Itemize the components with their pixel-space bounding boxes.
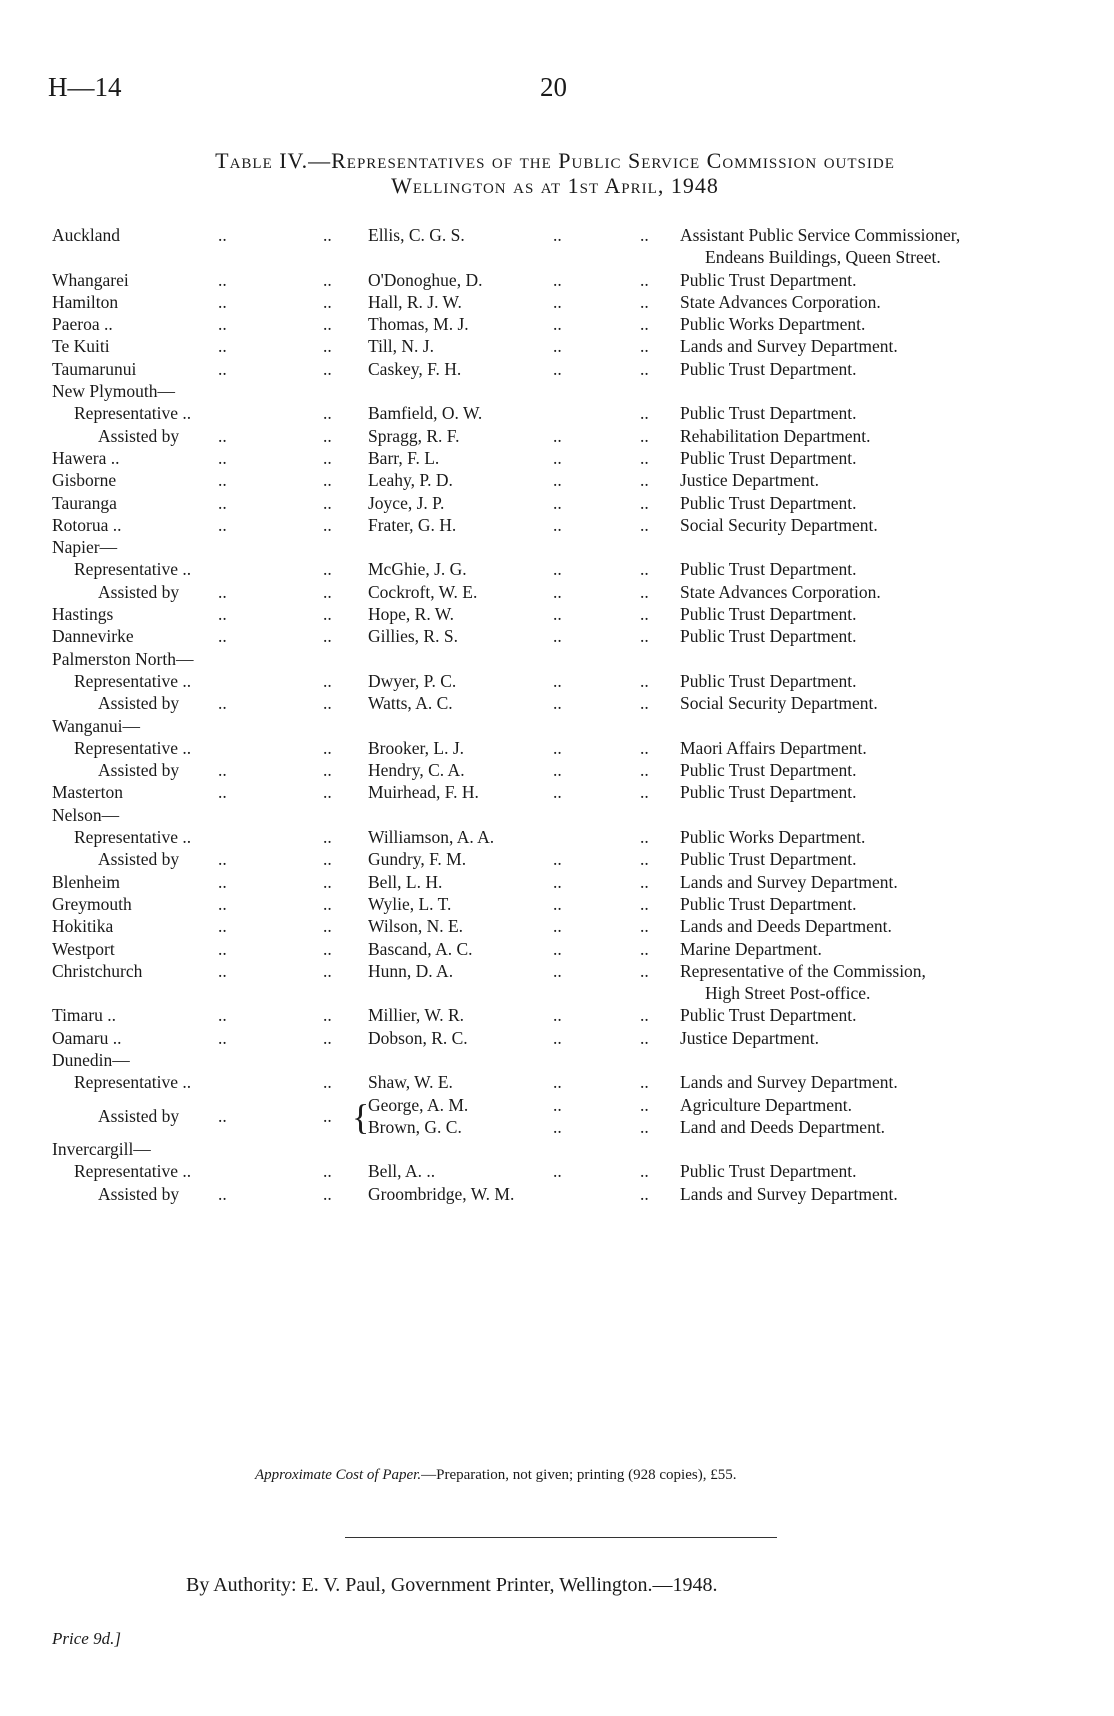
- table-row: Dannevirke .. .. Gillies, R. S. .. .. Public Trust Department.: [52, 626, 857, 647]
- department-cell: Public Trust Department.: [680, 1161, 857, 1182]
- department-cell: Lands and Survey Department.: [680, 1183, 898, 1204]
- document-reference: H—14: [48, 72, 122, 102]
- department-cell: Endeans Buildings, Queen Street.: [705, 247, 941, 268]
- name-cell: Bamfield, O. W.: [368, 403, 483, 424]
- department-cell: Justice Department.: [680, 1027, 819, 1048]
- place-cell: Rotorua ..: [52, 514, 122, 535]
- cost-text: —Preparation, not given; printing (928 copies), £55.: [421, 1467, 737, 1483]
- brace-icon: {: [352, 1096, 370, 1137]
- place-cell: Hastings: [52, 604, 114, 625]
- place-cell: Hokitika: [52, 916, 114, 937]
- department-cell: Social Security Department.: [680, 693, 878, 714]
- name-cell: Ellis, C. G. S.: [368, 225, 465, 245]
- name-cell: Wilson, N. E.: [368, 916, 464, 937]
- table-row-group: Assisted by .. .. { George, A. M. .. .. Agriculture Department. Brown, G. C. .. .. Land and Deeds Department.: [0, 1095, 1114, 1140]
- name-cell: Cockroft, W. E.: [368, 581, 478, 602]
- page-header: [48, 72, 1048, 112]
- table-row: Paeroa .. .. .. Thomas, M. J. .. .. Public Works Department.: [52, 314, 866, 335]
- name-cell: Hendry, C. A.: [368, 760, 465, 781]
- name-cell: Watts, A. C.: [368, 693, 453, 714]
- department-cell: Public Trust Department.: [680, 358, 857, 379]
- name-cell: Hunn, D. A.: [368, 960, 454, 981]
- table-row: Taumarunui .. .. Caskey, F. H. .. .. Public Trust Department.: [52, 358, 857, 379]
- name-cell: Brown, G. C.: [368, 1116, 462, 1137]
- place-cell: Hawera ..: [52, 447, 120, 468]
- table-title-line-1: Table IV.—Representatives of the Public Service Commission outside: [215, 148, 895, 173]
- table-row: Brown, G. C. .. .. Land and Deeds Department.: [368, 1116, 886, 1137]
- table-row: Representative .. .. Dwyer, P. C. .. .. Public Trust Department.: [74, 670, 857, 691]
- department-cell: Public Works Department.: [680, 314, 866, 335]
- name-cell: Dwyer, P. C.: [368, 670, 457, 691]
- table-row: Timaru .. .. .. Millier, W. R. .. .. Public Trust Department.: [52, 1005, 857, 1026]
- group-heading-row: [0, 716, 1114, 738]
- table-row: Te Kuiti .. .. Till, N. J. .. .. Lands and Survey Department.: [52, 336, 898, 357]
- place-cell: Napier—: [52, 537, 118, 558]
- department-cell: Public Trust Department.: [680, 782, 857, 803]
- table-row-continuation: [0, 983, 1114, 1005]
- name-cell: Spragg, R. F.: [368, 425, 460, 446]
- table-row: Gisborne .. .. Leahy, P. D. .. .. Justice Department.: [52, 470, 819, 491]
- role-cell: Assisted by: [98, 1183, 180, 1204]
- place-cell: Palmerston North—: [52, 648, 194, 669]
- table-row: Whangarei .. .. O'Donoghue, D. .. .. Public Trust Department.: [52, 269, 857, 290]
- department-cell: Rehabilitation Department.: [680, 425, 871, 446]
- place-cell: Dunedin—: [52, 1049, 130, 1070]
- name-cell: Muirhead, F. H.: [368, 782, 479, 803]
- table-row: Representative .. .. McGhie, J. G. .. .. Public Trust Department.: [74, 559, 857, 580]
- department-cell: High Street Post-office.: [705, 983, 871, 1004]
- name-cell: McGhie, J. G.: [368, 559, 467, 580]
- table-row: Auckland .. .. Ellis, C. G. S. .. .. Assistant Public Service Commissioner,: [52, 225, 961, 245]
- divider-rule: [345, 1537, 777, 1538]
- table-row: Hawera .. .. .. Barr, F. L. .. .. Public Trust Department.: [52, 447, 857, 468]
- name-cell: Bascand, A. C.: [368, 938, 473, 959]
- name-cell: Brooker, L. J.: [368, 737, 465, 758]
- place-cell: Te Kuiti: [52, 336, 110, 357]
- name-cell: Barr, F. L.: [368, 447, 440, 468]
- department-cell: Land and Deeds Department.: [680, 1116, 886, 1137]
- role-cell: Assisted by: [98, 693, 180, 714]
- name-cell: Joyce, J. P.: [368, 492, 445, 513]
- group-heading-row: [0, 537, 1114, 559]
- department-cell: Marine Department.: [680, 938, 822, 959]
- printer-authority-line: By Authority: E. V. Paul, Government Printer, Wellington.—1948.: [186, 1574, 718, 1596]
- department-cell: Lands and Survey Department.: [680, 1072, 898, 1093]
- name-cell: George, A. M.: [368, 1094, 469, 1115]
- page-number: 20: [540, 72, 567, 102]
- department-cell: Public Trust Department.: [680, 604, 857, 625]
- name-cell: Bell, L. H.: [368, 871, 443, 892]
- table-row: Assisted by .. .. Watts, A. C. .. .. Social Security Department.: [98, 693, 878, 714]
- table-row: Hamilton .. .. Hall, R. J. W. .. .. State Advances Corporation.: [52, 291, 881, 312]
- name-cell: Thomas, M. J.: [368, 314, 469, 335]
- table-row-continuation: [0, 247, 1114, 269]
- department-cell: Public Trust Department.: [680, 1005, 857, 1026]
- table-row: Christchurch .. .. Hunn, D. A. .. .. Representative of the Commission,: [52, 960, 926, 981]
- role-cell: Representative ..: [74, 559, 192, 580]
- place-cell: Taumarunui: [52, 358, 137, 379]
- role-cell: Assisted by: [98, 849, 180, 870]
- department-cell: Public Trust Department.: [680, 849, 857, 870]
- role-cell: Representative ..: [74, 403, 192, 424]
- department-cell: Maori Affairs Department.: [680, 737, 867, 758]
- table-row: Blenheim .. .. Bell, L. H. .. .. Lands and Survey Department.: [52, 871, 898, 892]
- department-cell: Assistant Public Service Commissioner,: [680, 225, 961, 245]
- name-cell: Groombridge, W. M.: [368, 1183, 515, 1204]
- name-cell: Hall, R. J. W.: [368, 291, 462, 312]
- table-row: Westport .. .. Bascand, A. C. .. .. Marine Department.: [52, 938, 822, 959]
- role-cell: Assisted by: [98, 1105, 180, 1126]
- group-heading-row: [0, 381, 1114, 403]
- table-row: Representative .. .. Shaw, W. E. .. .. Lands and Survey Department.: [74, 1072, 898, 1093]
- department-cell: Social Security Department.: [680, 514, 878, 535]
- place-cell: Masterton: [52, 782, 123, 803]
- name-cell: Bell, A. ..: [368, 1161, 436, 1182]
- department-cell: Public Trust Department.: [680, 447, 857, 468]
- name-cell: Leahy, P. D.: [368, 470, 453, 491]
- name-cell: Shaw, W. E.: [368, 1072, 453, 1093]
- price-note: Price 9d.]: [52, 1629, 121, 1648]
- place-cell: Blenheim: [52, 871, 121, 892]
- place-cell: Christchurch: [52, 960, 143, 981]
- place-cell: Tauranga: [52, 492, 117, 513]
- table-row: George, A. M. .. .. Agriculture Department.: [368, 1094, 853, 1115]
- table-row: Hokitika .. .. Wilson, N. E. .. .. Lands and Deeds Department.: [52, 916, 892, 937]
- department-cell: Public Trust Department.: [680, 403, 857, 424]
- department-cell: Public Trust Department.: [680, 893, 857, 914]
- department-cell: Public Trust Department.: [680, 269, 857, 290]
- place-cell: Wanganui—: [52, 715, 141, 736]
- table-row: Greymouth .. .. Wylie, L. T. .. .. Public Trust Department.: [52, 893, 857, 914]
- table-row: Oamaru .. .. .. Dobson, R. C. .. .. Justice Department.: [52, 1027, 819, 1048]
- table-title-line-2: Wellington as at 1st April, 1948: [391, 173, 719, 198]
- name-cell: Caskey, F. H.: [368, 358, 462, 379]
- table-row: Assisted by .. .. Cockroft, W. E. .. .. State Advances Corporation.: [98, 581, 881, 602]
- department-cell: State Advances Corporation.: [680, 291, 881, 312]
- table-title: [60, 148, 1050, 198]
- group-heading-row: [0, 1139, 1114, 1161]
- place-cell: Gisborne: [52, 470, 117, 491]
- table-row: Assisted by .. .. Hendry, C. A. .. .. Public Trust Department.: [98, 760, 857, 781]
- name-cell: Wylie, L. T.: [368, 893, 452, 914]
- role-cell: Representative ..: [74, 827, 192, 848]
- name-cell: O'Donoghue, D.: [368, 269, 483, 290]
- department-cell: Public Trust Department.: [680, 626, 857, 647]
- name-cell: Frater, G. H.: [368, 514, 457, 535]
- name-cell: Dobson, R. C.: [368, 1027, 468, 1048]
- role-cell: Representative ..: [74, 737, 192, 758]
- group-heading-row: [0, 805, 1114, 827]
- table-row: Tauranga .. .. Joyce, J. P. .. .. Public Trust Department.: [52, 492, 857, 513]
- role-cell: Representative ..: [74, 1072, 192, 1093]
- department-cell: Representative of the Commission,: [680, 960, 926, 981]
- name-cell: Millier, W. R.: [368, 1005, 465, 1026]
- department-cell: Agriculture Department.: [680, 1094, 853, 1115]
- name-cell: Williamson, A. A.: [368, 827, 495, 848]
- table-row: Masterton .. .. Muirhead, F. H. .. .. Public Trust Department.: [52, 782, 857, 803]
- place-cell: Westport: [52, 938, 115, 959]
- table-row: Assisted by .. .. Groombridge, W. M. .. Lands and Survey Department.: [98, 1183, 898, 1204]
- representatives-table: [0, 225, 1114, 1206]
- role-cell: Assisted by: [98, 581, 180, 602]
- table-row: Representative .. .. Brooker, L. J. .. .. Maori Affairs Department.: [74, 737, 867, 758]
- name-cell: Gillies, R. S.: [368, 626, 458, 647]
- place-cell: Greymouth: [52, 893, 132, 914]
- place-cell: New Plymouth—: [52, 381, 175, 402]
- place-cell: Invercargill—: [52, 1139, 151, 1160]
- department-cell: State Advances Corporation.: [680, 581, 881, 602]
- place-cell: Oamaru ..: [52, 1027, 122, 1048]
- table-row: Assisted by .. .. Spragg, R. F. .. .. Rehabilitation Department.: [98, 425, 871, 446]
- role-cell: Representative ..: [74, 1161, 192, 1182]
- group-heading-row: [0, 1050, 1114, 1072]
- cost-label: Approximate Cost of Paper.: [255, 1467, 422, 1483]
- department-cell: Public Trust Department.: [680, 559, 857, 580]
- group-heading-row: [0, 649, 1114, 671]
- place-cell: Hamilton: [52, 291, 119, 312]
- place-cell: Paeroa ..: [52, 314, 113, 335]
- table-row: Assisted by .. .. Gundry, F. M. .. .. Public Trust Department.: [98, 849, 857, 870]
- role-cell: Representative ..: [74, 670, 192, 691]
- name-cell: Gundry, F. M.: [368, 849, 467, 870]
- table-row: Representative .. .. Williamson, A. A. .. Public Works Department.: [74, 827, 866, 848]
- name-cell: Till, N. J.: [368, 336, 434, 357]
- role-cell: Assisted by: [98, 760, 180, 781]
- table-row: Hastings .. .. Hope, R. W. .. .. Public Trust Department.: [52, 604, 857, 625]
- place-cell: Auckland: [52, 225, 121, 245]
- table-row: Representative .. .. Bell, A. .. .. .. Public Trust Department.: [74, 1161, 857, 1182]
- department-cell: Lands and Deeds Department.: [680, 916, 892, 937]
- place-cell: Whangarei: [52, 269, 129, 290]
- cost-of-paper-note: [255, 1467, 736, 1484]
- department-cell: Public Trust Department.: [680, 760, 857, 781]
- department-cell: Justice Department.: [680, 470, 819, 491]
- department-cell: Lands and Survey Department.: [680, 871, 898, 892]
- department-cell: Public Works Department.: [680, 827, 866, 848]
- role-cell: Assisted by: [98, 425, 180, 446]
- name-cell: Hope, R. W.: [368, 604, 455, 625]
- department-cell: Lands and Survey Department.: [680, 336, 898, 357]
- place-cell: Dannevirke: [52, 626, 134, 647]
- table-row: Rotorua .. .. .. Frater, G. H. .. .. Social Security Department.: [52, 514, 878, 535]
- place-cell: Nelson—: [52, 804, 120, 825]
- department-cell: Public Trust Department.: [680, 492, 857, 513]
- department-cell: Public Trust Department.: [680, 670, 857, 691]
- table-row: Representative .. .. Bamfield, O. W. .. Public Trust Department.: [74, 403, 857, 424]
- place-cell: Timaru ..: [52, 1005, 117, 1026]
